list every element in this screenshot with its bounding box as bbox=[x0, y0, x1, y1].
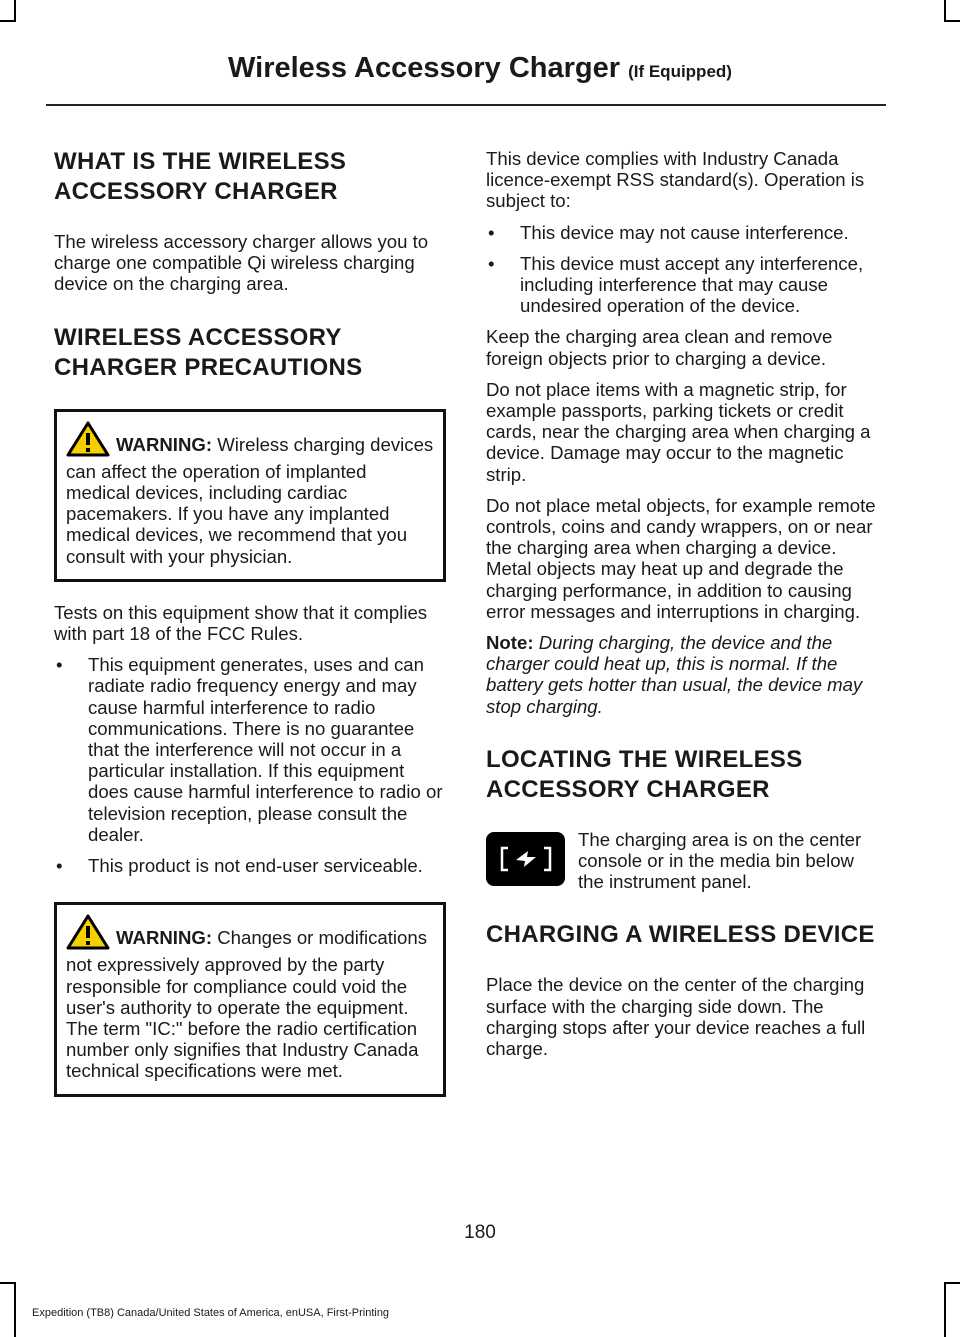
paragraph: The wireless accessory charger allows you to charge one compatible Qi wireless charging device on the charging area. bbox=[54, 231, 429, 295]
crop-mark bbox=[944, 1282, 960, 1284]
crop-mark bbox=[944, 1282, 946, 1337]
header-title: Wireless Accessory Charger bbox=[228, 52, 621, 84]
crop-mark bbox=[0, 20, 16, 22]
right-column bbox=[486, 120, 878, 1069]
left-column bbox=[54, 120, 446, 1117]
paragraph: Do not place items with a magnetic strip, for example passports, parking tickets or credit cards, near the charging area when charging a device. Damage may occur to the magnetic strip. bbox=[486, 378, 871, 485]
crop-mark bbox=[14, 0, 16, 22]
crop-mark bbox=[0, 1282, 16, 1284]
warning-triangle-icon bbox=[66, 914, 110, 954]
note-label: Note: bbox=[486, 632, 534, 654]
paragraph: This device complies with Industry Canada licence-exempt RSS standard(s). Operation is subject to: bbox=[486, 148, 865, 212]
locate-text: The charging area is on the center console or in the media bin below the instrument panel. bbox=[578, 828, 862, 893]
paragraph: Tests on this equipment show that it complies with part 18 of the FCC Rules. bbox=[54, 601, 428, 645]
locate-block bbox=[486, 829, 878, 893]
paragraph: Do not place metal objects, for example remote controls, coins and candy wrappers, on or near the charging area when charging a device. Metal objects may heat up and degrade the charging performance, in addition to causing error messages and interruptions in charging. bbox=[486, 494, 876, 622]
note bbox=[486, 632, 878, 717]
note-text: During charging, the device and the charger could heat up, this is normal. If the battery gets hotter than usual, the device may stop charging. bbox=[486, 632, 863, 717]
page-number: 180 bbox=[464, 1222, 496, 1243]
section-heading: LOCATING THE WIRELESS ACCESSORY CHARGER bbox=[486, 745, 803, 803]
page-header bbox=[0, 52, 960, 85]
warning-label: WARNING: bbox=[116, 927, 213, 949]
paragraph: Place the device on the center of the charging surface with the charging side down. The charging stops after your device reaches a full charge. bbox=[486, 974, 866, 1060]
section-heading: WHAT IS THE WIRELESS ACCESSORY CHARGER bbox=[54, 148, 347, 205]
warning-box bbox=[54, 902, 446, 1096]
list-item: • This device must accept any interference, including interference that may cause undesired operation of the device. bbox=[486, 253, 878, 317]
header-qualifier: (If Equipped) bbox=[628, 62, 732, 81]
list-item: • This device may not cause interference. bbox=[486, 222, 878, 243]
header-divider bbox=[46, 104, 886, 106]
warning-box bbox=[54, 409, 446, 582]
bullet-list bbox=[486, 222, 878, 317]
warning-triangle-icon bbox=[66, 421, 110, 461]
crop-mark bbox=[944, 0, 946, 22]
footer-text: Expedition (TB8) Canada/United States of America, enUSA, First-Printing bbox=[32, 1307, 390, 1319]
list-item: • This equipment generates, uses and can radiate radio frequency energy and may cause harmful interference to radio communications. There is no guarantee that the interference will not occur in a particular installation. If this equipment does cause harmful interference to radio or television reception, please consult the dealer. bbox=[54, 654, 446, 845]
crop-mark bbox=[944, 20, 960, 22]
paragraph: Keep the charging area clean and remove foreign objects prior to charging a device. bbox=[486, 326, 833, 369]
section-heading: WIRELESS ACCESSORY CHARGER PRECAUTIONS bbox=[54, 323, 363, 381]
list-item: • This product is not end-user serviceable. bbox=[54, 855, 446, 876]
warning-text: Wireless charging devices can affect the operation of implanted medical devices, including cardiac pacemakers. If you have any implanted medical devices, we recommend that you consult with your physician. bbox=[66, 433, 434, 567]
crop-mark bbox=[14, 1282, 16, 1337]
wireless-charging-icon bbox=[486, 832, 565, 886]
bullet-list bbox=[54, 654, 446, 876]
warning-text: Changes or modifications not expressively approved by the party responsible for compliance could void the user's authority to operate the equipment. The term "IC:" before the radio certification number only signifies that Industry Canada technical specifications were met. bbox=[66, 927, 428, 1082]
warning-label: WARNING: bbox=[116, 433, 213, 455]
section-heading: CHARGING A WIRELESS DEVICE bbox=[486, 921, 875, 949]
